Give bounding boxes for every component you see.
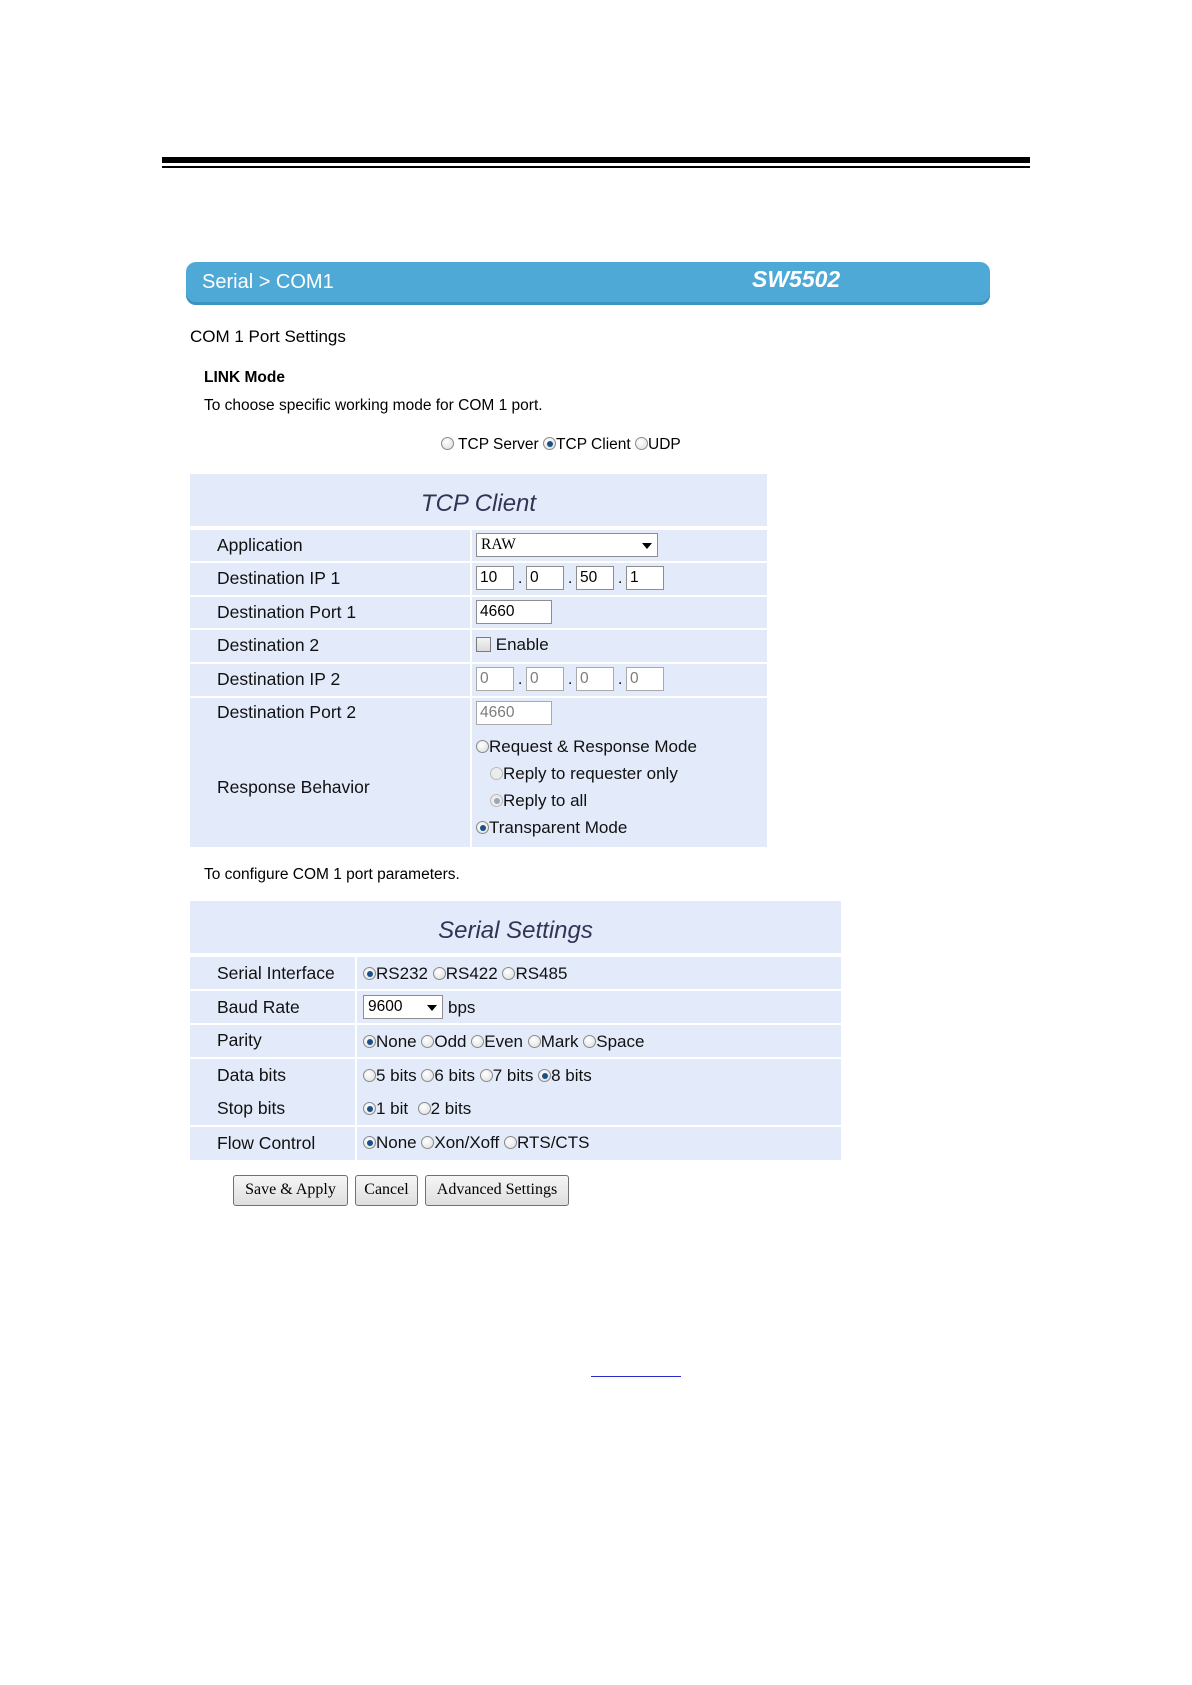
link-mode-heading: LINK Mode <box>204 369 285 386</box>
radio-icon[interactable] <box>363 967 376 980</box>
dest-port2-input[interactable]: 4660 <box>476 701 552 725</box>
dest-ip2-octet-4[interactable]: 0 <box>626 667 664 691</box>
parity-options <box>363 1032 644 1052</box>
radio-transparent[interactable]: Transparent Mode <box>476 818 627 838</box>
serial-interface-label: Serial Interface <box>217 963 335 983</box>
radio-2-bits[interactable]: 2 bits <box>418 1099 472 1118</box>
link-mode-description: To choose specific working mode for COM 1 port. <box>204 397 543 414</box>
radio-icon[interactable] <box>363 1102 376 1115</box>
radio-icon[interactable] <box>441 437 454 450</box>
radio-reply-all[interactable]: Reply to all <box>490 791 587 811</box>
link-underline[interactable] <box>591 1376 681 1377</box>
radio-parity-even[interactable]: Even <box>471 1032 523 1051</box>
save-apply-button[interactable]: Save & Apply <box>233 1175 348 1206</box>
radio-icon[interactable] <box>421 1069 434 1082</box>
radio-parity-mark[interactable]: Mark <box>528 1032 579 1051</box>
application-label: Application <box>217 535 303 555</box>
radio-icon[interactable] <box>635 437 648 450</box>
dest-ip1-octet-2[interactable]: 0 <box>526 566 564 590</box>
radio-icon[interactable] <box>421 1035 434 1048</box>
radio-parity-none[interactable]: None <box>363 1032 417 1051</box>
radio-parity-odd[interactable]: Odd <box>421 1032 466 1051</box>
top-rule <box>162 157 1030 163</box>
header-bar <box>186 262 990 305</box>
radio-icon[interactable] <box>363 1069 376 1082</box>
radio-flow-rts-cts[interactable]: RTS/CTS <box>504 1133 589 1152</box>
chevron-down-icon <box>427 1005 437 1011</box>
baud-rate-select[interactable]: 9600 <box>363 995 443 1019</box>
radio-8-bits[interactable]: 8 bits <box>538 1066 592 1085</box>
radio-icon[interactable] <box>363 1035 376 1048</box>
dest-port1-label: Destination Port 1 <box>217 602 357 622</box>
dest-port2-label: Destination Port 2 <box>217 702 357 722</box>
link-mode-radio-group <box>441 436 681 454</box>
serial-description: To configure COM 1 port parameters. <box>204 866 460 883</box>
dest-ip2-octet-2[interactable]: 0 <box>526 667 564 691</box>
radio-icon[interactable] <box>476 740 489 753</box>
serial-settings-table <box>190 901 841 1160</box>
radio-1-bit[interactable]: 1 bit <box>363 1099 408 1118</box>
serial-settings-title: Serial Settings <box>190 901 841 955</box>
tcp-client-table: TCP Client Application Destination IP 1 Destination Port 1 Destination 2 Destination IP 2 Destination Port 2 Response Behavior RAW 10 . 0 . 50 . 1 4660 Enable 0 . 0 . 0 . 0 4660 Request & Response Mode Reply to requester only Reply to all Transparent Mode <box>190 474 767 847</box>
tcp-client-title: TCP Client <box>190 474 767 528</box>
dest2-enable[interactable]: Enable <box>476 635 549 655</box>
dest-ip2-octet-1[interactable]: 0 <box>476 667 514 691</box>
dest2-label: Destination 2 <box>217 635 320 655</box>
dest-ip1-octet-1[interactable]: 10 <box>476 566 514 590</box>
breadcrumb: Serial > COM1 <box>202 271 334 293</box>
dest-port1-input[interactable]: 4660 <box>476 600 552 624</box>
radio-icon[interactable] <box>538 1069 551 1082</box>
radio-flow-xon-xoff[interactable]: Xon/Xoff <box>421 1133 499 1152</box>
advanced-settings-button[interactable]: Advanced Settings <box>425 1175 569 1206</box>
radio-udp[interactable]: UDP <box>635 436 681 453</box>
parity-label: Parity <box>217 1030 262 1050</box>
dest-ip1-octet-3[interactable]: 50 <box>576 566 614 590</box>
radio-rs485[interactable]: RS485 <box>502 964 567 983</box>
cancel-button[interactable]: Cancel <box>355 1175 418 1206</box>
radio-icon[interactable] <box>418 1102 431 1115</box>
application-select[interactable]: RAW <box>476 533 658 557</box>
radio-icon[interactable] <box>528 1035 541 1048</box>
radio-icon[interactable] <box>433 967 446 980</box>
radio-icon[interactable] <box>476 821 489 834</box>
baud-unit: bps <box>448 998 476 1017</box>
radio-icon[interactable] <box>583 1035 596 1048</box>
radio-7-bits[interactable]: 7 bits <box>480 1066 534 1085</box>
data-bits-options <box>363 1066 592 1086</box>
data-bits-label: Data bits <box>217 1065 287 1085</box>
radio-icon[interactable] <box>363 1136 376 1149</box>
radio-tcp-server[interactable]: TCP Server <box>441 436 539 453</box>
radio-6-bits[interactable]: 6 bits <box>421 1066 475 1085</box>
dest-ip1-label: Destination IP 1 <box>217 568 341 588</box>
top-rule-thin <box>162 166 1030 168</box>
radio-icon[interactable] <box>502 967 515 980</box>
flow-control-options <box>363 1133 589 1153</box>
radio-request-response[interactable]: Request & Response Mode <box>476 737 697 757</box>
radio-5-bits[interactable]: 5 bits <box>363 1066 417 1085</box>
radio-rs232[interactable]: RS232 <box>363 964 428 983</box>
radio-icon[interactable] <box>471 1035 484 1048</box>
dest-ip2-octet-3[interactable]: 0 <box>576 667 614 691</box>
radio-icon[interactable] <box>480 1069 493 1082</box>
stop-bits-options <box>363 1099 471 1119</box>
dest-ip1-octet-4[interactable]: 1 <box>626 566 664 590</box>
stop-bits-label: Stop bits <box>217 1098 286 1118</box>
enable-checkbox[interactable] <box>476 637 491 652</box>
flow-control-label: Flow Control <box>217 1133 316 1153</box>
serial-interface-options <box>363 964 567 984</box>
radio-tcp-client[interactable]: TCP Client <box>543 436 631 453</box>
radio-icon[interactable] <box>504 1136 517 1149</box>
radio-icon[interactable] <box>490 767 503 780</box>
page-title: COM 1 Port Settings <box>190 327 346 346</box>
baud-rate-label: Baud Rate <box>217 997 300 1017</box>
radio-icon[interactable] <box>543 437 556 450</box>
chevron-down-icon <box>642 543 652 549</box>
radio-parity-space[interactable]: Space <box>583 1032 644 1051</box>
radio-flow-none[interactable]: None <box>363 1133 417 1152</box>
model-name: SW5502 <box>752 266 841 292</box>
radio-icon[interactable] <box>421 1136 434 1149</box>
radio-rs422[interactable]: RS422 <box>433 964 498 983</box>
response-behavior-label: Response Behavior <box>217 777 370 797</box>
radio-icon[interactable] <box>490 794 503 807</box>
dest-ip2-label: Destination IP 2 <box>217 669 341 689</box>
radio-reply-requester[interactable]: Reply to requester only <box>490 764 678 784</box>
